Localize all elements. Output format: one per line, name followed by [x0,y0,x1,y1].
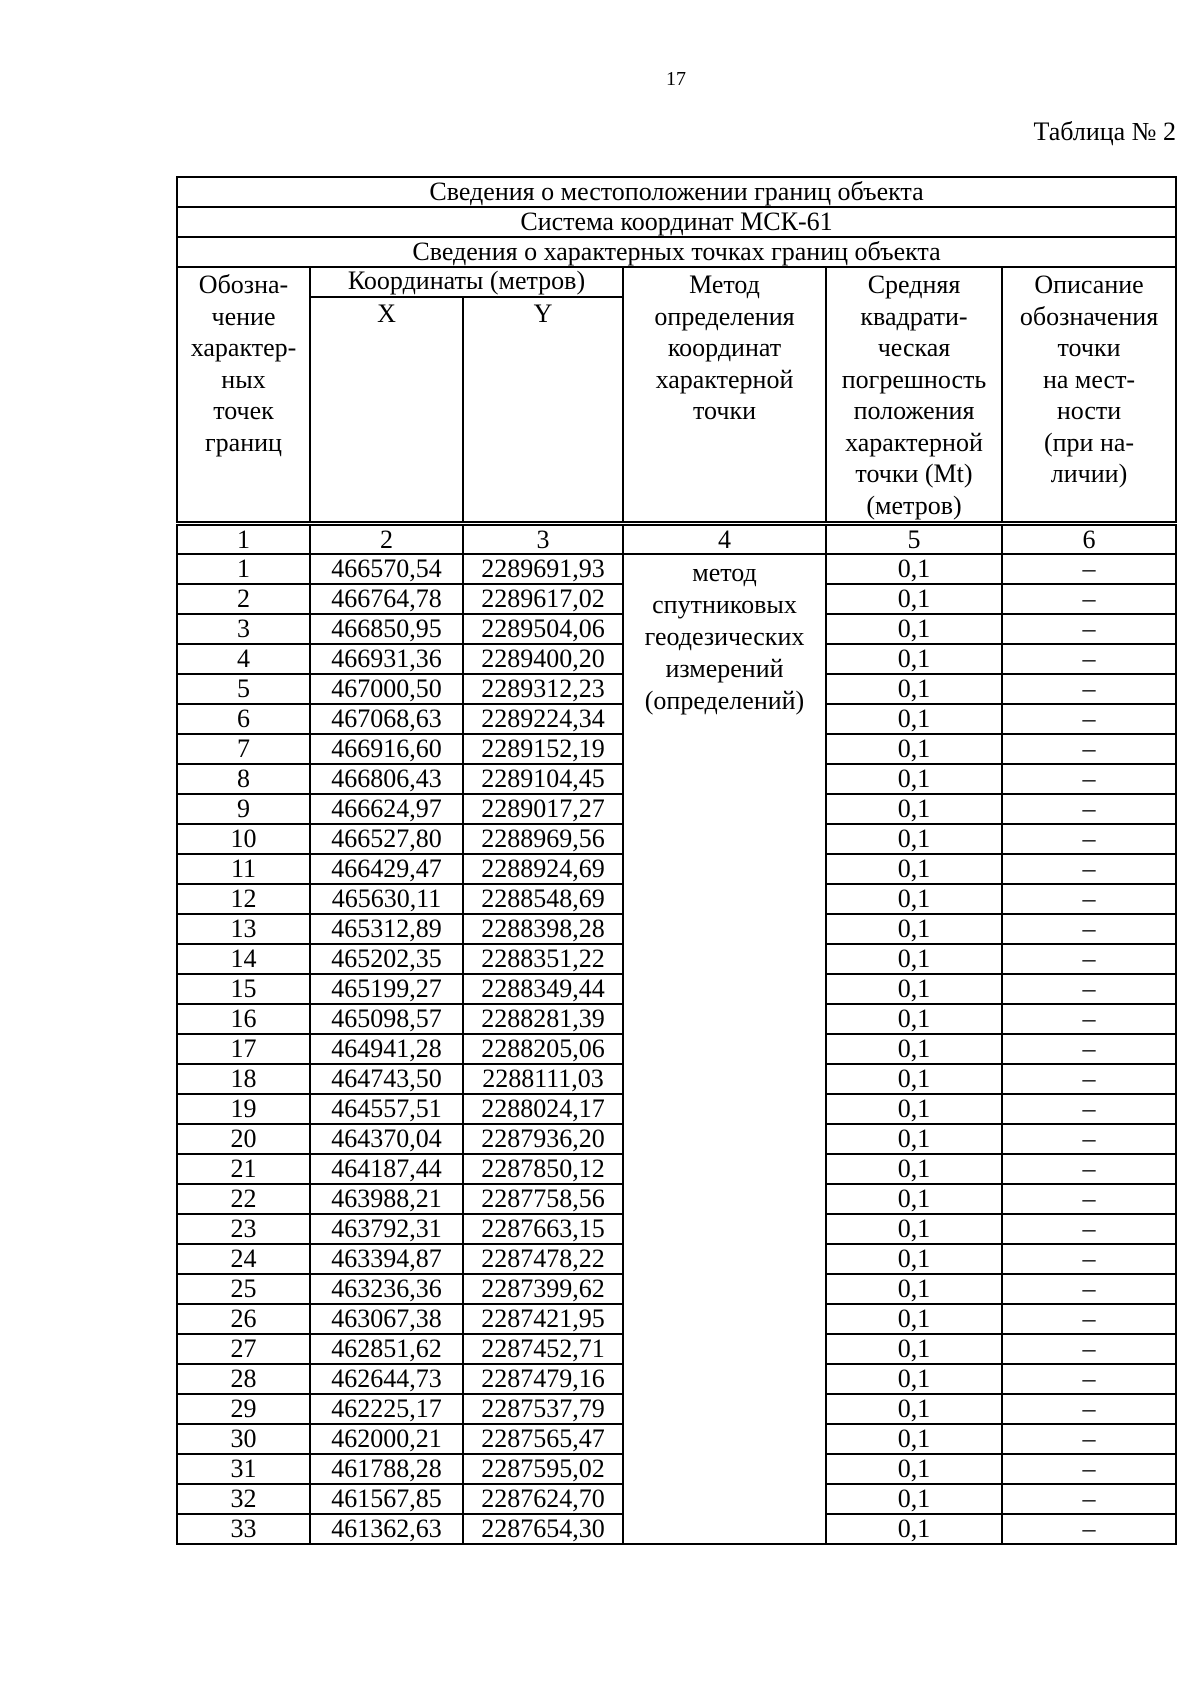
y-coordinate-cell: 2287595,02 [463,1454,623,1484]
x-coordinate-cell: 465202,35 [310,944,463,974]
error-cell: 0,1 [826,914,1002,944]
point-number-cell: 25 [177,1274,310,1304]
x-coordinate-cell: 461788,28 [310,1454,463,1484]
header-description-line: обозначения [1019,301,1159,331]
x-coordinate-cell: 466764,78 [310,584,463,614]
error-cell: 0,1 [826,1514,1002,1544]
y-coordinate-cell: 2287654,30 [463,1514,623,1544]
x-coordinate-cell: 467000,50 [310,674,463,704]
header-description-line: ности [1056,396,1122,425]
header-description [1002,267,1176,524]
x-coordinate-cell: 466806,43 [310,764,463,794]
point-number-cell: 31 [177,1454,310,1484]
y-coordinate-cell: 2288205,06 [463,1034,623,1064]
point-number-cell: 6 [177,704,310,734]
error-cell: 0,1 [826,584,1002,614]
table-title: Сведения о местоположении границ объекта [177,177,1176,207]
method-line: геодезических [644,622,805,651]
y-coordinate-cell: 2287421,95 [463,1304,623,1334]
point-number-cell: 10 [177,824,310,854]
header-method-line: характерной [655,364,794,394]
header-error-line: характерной [845,427,983,457]
y-coordinate-cell: 2288548,69 [463,884,623,914]
header-error-line: погрешность [841,364,987,394]
x-coordinate-cell: 462644,73 [310,1364,463,1394]
description-cell: – [1002,1094,1176,1124]
method-line: измерений [665,654,784,683]
x-coordinate-cell: 461567,85 [310,1484,463,1514]
x-coordinate-cell: 467068,63 [310,704,463,734]
y-coordinate-cell: 2289017,27 [463,794,623,824]
x-coordinate-cell: 466624,97 [310,794,463,824]
point-number-cell: 5 [177,674,310,704]
point-number-cell: 20 [177,1124,310,1154]
error-cell: 0,1 [826,1394,1002,1424]
description-cell: – [1002,704,1176,734]
error-cell: 0,1 [826,1334,1002,1364]
description-cell: – [1002,1004,1176,1034]
error-cell: 0,1 [826,1364,1002,1394]
description-cell: – [1002,1064,1176,1094]
header-coordinates: Координаты (метров) [310,267,623,297]
point-number-cell: 26 [177,1304,310,1334]
header-designation-line: ных [221,364,266,394]
table-row [177,554,1176,584]
description-cell: – [1002,764,1176,794]
header-error-line: положения [853,396,975,425]
description-cell: – [1002,794,1176,824]
error-cell: 0,1 [826,854,1002,884]
point-number-cell: 14 [177,944,310,974]
method-line: метод [692,558,757,587]
description-cell: – [1002,824,1176,854]
header-error [826,267,1002,524]
point-number-cell: 21 [177,1154,310,1184]
x-coordinate-cell: 466429,47 [310,854,463,884]
header-method-line: Метод [689,270,760,299]
error-cell: 0,1 [826,1274,1002,1304]
y-coordinate-cell: 2287758,56 [463,1184,623,1214]
point-number-cell: 7 [177,734,310,764]
description-cell: – [1002,1124,1176,1154]
x-coordinate-cell: 464941,28 [310,1034,463,1064]
y-coordinate-cell: 2288924,69 [463,854,623,884]
error-cell: 0,1 [826,1454,1002,1484]
error-cell: 0,1 [826,704,1002,734]
coordinate-system: Система координат МСК-61 [177,207,1176,237]
x-coordinate-cell: 463394,87 [310,1244,463,1274]
x-coordinate-cell: 465098,57 [310,1004,463,1034]
description-cell: – [1002,1364,1176,1394]
header-x: X [310,297,463,523]
y-coordinate-cell: 2287478,22 [463,1244,623,1274]
header-description-line: (при на- [1043,427,1135,457]
y-coordinate-cell: 2289224,34 [463,704,623,734]
header-method-line: точки [693,396,756,425]
y-coordinate-cell: 2288024,17 [463,1094,623,1124]
y-coordinate-cell: 2288349,44 [463,974,623,1004]
method-cell [623,554,826,1544]
header-designation [177,267,310,524]
x-coordinate-cell: 465630,11 [310,884,463,914]
point-number-cell: 24 [177,1244,310,1274]
description-cell: – [1002,1244,1176,1274]
y-coordinate-cell: 2287663,15 [463,1214,623,1244]
point-number-cell: 19 [177,1094,310,1124]
x-coordinate-cell: 463988,21 [310,1184,463,1214]
error-cell: 0,1 [826,1094,1002,1124]
x-coordinate-cell: 461362,63 [310,1514,463,1544]
method-line: спутниковых [652,590,797,619]
description-cell: – [1002,734,1176,764]
description-cell: – [1002,974,1176,1004]
header-designation-line: Обозна- [198,270,289,299]
header-designation-line: чение [211,301,276,331]
point-number-cell: 11 [177,854,310,884]
description-cell: – [1002,1454,1176,1484]
x-coordinate-cell: 462225,17 [310,1394,463,1424]
y-coordinate-cell: 2288398,28 [463,914,623,944]
point-number-cell: 32 [177,1484,310,1514]
y-coordinate-cell: 2288351,22 [463,944,623,974]
description-cell: – [1002,1484,1176,1514]
description-cell: – [1002,1334,1176,1364]
point-number-cell: 15 [177,974,310,1004]
description-cell: – [1002,1394,1176,1424]
description-cell: – [1002,1184,1176,1214]
header-error-line: (метров) [866,490,962,520]
error-cell: 0,1 [826,1124,1002,1154]
error-cell: 0,1 [826,1154,1002,1184]
y-coordinate-cell: 2289504,06 [463,614,623,644]
y-coordinate-cell: 2289691,93 [463,554,623,584]
x-coordinate-cell: 466850,95 [310,614,463,644]
y-coordinate-cell: 2288281,39 [463,1004,623,1034]
y-coordinate-cell: 2287565,47 [463,1424,623,1454]
description-cell: – [1002,944,1176,974]
column-number: 4 [623,524,826,555]
point-number-cell: 9 [177,794,310,824]
description-cell: – [1002,1424,1176,1454]
x-coordinate-cell: 462851,62 [310,1334,463,1364]
y-coordinate-cell: 2287537,79 [463,1394,623,1424]
boundary-points-table [176,176,1177,1545]
header-description-line: Описание [1034,270,1144,299]
y-coordinate-cell: 2288111,03 [463,1064,623,1094]
error-cell: 0,1 [826,1184,1002,1214]
error-cell: 0,1 [826,1004,1002,1034]
y-coordinate-cell: 2289400,20 [463,644,623,674]
x-coordinate-cell: 463067,38 [310,1304,463,1334]
y-coordinate-cell: 2287936,20 [463,1124,623,1154]
header-description-line: точки [1057,333,1121,362]
header-description-line: личии) [1050,459,1128,488]
description-cell: – [1002,1304,1176,1334]
description-cell: – [1002,1154,1176,1184]
column-number: 1 [177,524,310,555]
y-coordinate-cell: 2289104,45 [463,764,623,794]
header-description-line: на мест- [1042,364,1136,394]
description-cell: – [1002,614,1176,644]
header-y: Y [463,297,623,523]
error-cell: 0,1 [826,1304,1002,1334]
description-cell: – [1002,1034,1176,1064]
point-number-cell: 33 [177,1514,310,1544]
x-coordinate-cell: 465312,89 [310,914,463,944]
y-coordinate-cell: 2287452,71 [463,1334,623,1364]
x-coordinate-cell: 464743,50 [310,1064,463,1094]
point-number-cell: 16 [177,1004,310,1034]
x-coordinate-cell: 464557,51 [310,1094,463,1124]
error-cell: 0,1 [826,1034,1002,1064]
x-coordinate-cell: 466931,36 [310,644,463,674]
y-coordinate-cell: 2287624,70 [463,1484,623,1514]
error-cell: 0,1 [826,674,1002,704]
point-number-cell: 30 [177,1424,310,1454]
point-number-cell: 13 [177,914,310,944]
y-coordinate-cell: 2289152,19 [463,734,623,764]
method-line: (определений) [644,686,805,715]
error-cell: 0,1 [826,824,1002,854]
header-error-line: ческая [877,333,951,362]
point-number-cell: 3 [177,614,310,644]
y-coordinate-cell: 2289617,02 [463,584,623,614]
point-number-cell: 4 [177,644,310,674]
column-number: 3 [463,524,623,555]
error-cell: 0,1 [826,644,1002,674]
points-subtitle: Сведения о характерных точках границ объекта [177,237,1176,267]
point-number-cell: 8 [177,764,310,794]
error-cell: 0,1 [826,734,1002,764]
header-error-line: Средняя [867,270,961,299]
error-cell: 0,1 [826,1484,1002,1514]
x-coordinate-cell: 466570,54 [310,554,463,584]
point-number-cell: 29 [177,1394,310,1424]
description-cell: – [1002,584,1176,614]
x-coordinate-cell: 463236,36 [310,1274,463,1304]
x-coordinate-cell: 462000,21 [310,1424,463,1454]
x-coordinate-cell: 464187,44 [310,1154,463,1184]
x-coordinate-cell: 466916,60 [310,734,463,764]
point-number-cell: 12 [177,884,310,914]
header-method-line: координат [667,333,782,362]
point-number-cell: 28 [177,1364,310,1394]
header-designation-line: границ [205,427,282,457]
x-coordinate-cell: 464370,04 [310,1124,463,1154]
table-label: Таблица № 2 [1033,117,1176,146]
y-coordinate-cell: 2287479,16 [463,1364,623,1394]
column-number: 2 [310,524,463,555]
description-cell: – [1002,644,1176,674]
y-coordinate-cell: 2287850,12 [463,1154,623,1184]
y-coordinate-cell: 2287399,62 [463,1274,623,1304]
header-error-line: точки (Mt) [855,459,973,488]
header-method [623,267,826,524]
description-cell: – [1002,674,1176,704]
point-number-cell: 2 [177,584,310,614]
error-cell: 0,1 [826,614,1002,644]
error-cell: 0,1 [826,944,1002,974]
page-number: 17 [666,68,686,90]
error-cell: 0,1 [826,1064,1002,1094]
description-cell: – [1002,1214,1176,1244]
x-coordinate-cell: 463792,31 [310,1214,463,1244]
point-number-cell: 1 [177,554,310,584]
error-cell: 0,1 [826,1244,1002,1274]
y-coordinate-cell: 2288969,56 [463,824,623,854]
description-cell: – [1002,1274,1176,1304]
x-coordinate-cell: 465199,27 [310,974,463,1004]
error-cell: 0,1 [826,554,1002,584]
x-coordinate-cell: 466527,80 [310,824,463,854]
point-number-cell: 22 [177,1184,310,1214]
y-coordinate-cell: 2289312,23 [463,674,623,704]
description-cell: – [1002,854,1176,884]
error-cell: 0,1 [826,974,1002,1004]
error-cell: 0,1 [826,884,1002,914]
point-number-cell: 17 [177,1034,310,1064]
point-number-cell: 18 [177,1064,310,1094]
header-designation-line: точек [213,396,274,425]
description-cell: – [1002,554,1176,584]
error-cell: 0,1 [826,764,1002,794]
point-number-cell: 27 [177,1334,310,1364]
column-number: 6 [1002,524,1176,555]
description-cell: – [1002,914,1176,944]
error-cell: 0,1 [826,794,1002,824]
error-cell: 0,1 [826,1424,1002,1454]
description-cell: – [1002,884,1176,914]
header-method-line: определения [654,301,795,331]
column-number: 5 [826,524,1002,555]
header-error-line: квадрати- [860,301,968,331]
description-cell: – [1002,1514,1176,1544]
point-number-cell: 23 [177,1214,310,1244]
header-designation-line: характер- [190,333,297,362]
error-cell: 0,1 [826,1214,1002,1244]
